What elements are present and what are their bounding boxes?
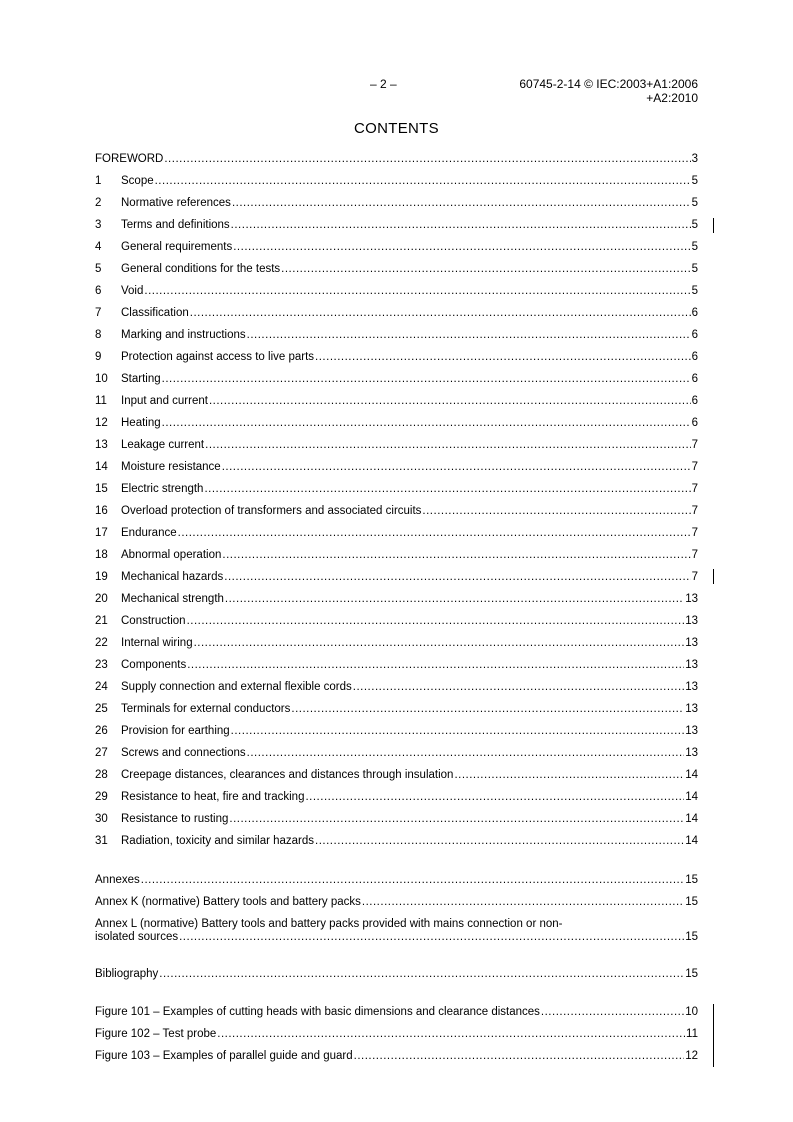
leader-dots [232, 192, 691, 214]
toc-entry-number: 25 [95, 703, 108, 715]
leader-dots [353, 676, 684, 698]
toc-entry[interactable] [95, 500, 698, 522]
toc-entry-number: 27 [95, 747, 108, 759]
figure-list [95, 1001, 698, 1067]
toc-entry-page: 6 [691, 307, 698, 319]
toc-entry-page: 14 [685, 813, 698, 825]
toc-entry-label: Marking and instructions [121, 329, 246, 341]
toc-entry-page: 15 [685, 896, 698, 908]
leader-dots [222, 544, 690, 566]
leader-dots [247, 324, 691, 346]
toc-entry-number: 13 [95, 439, 108, 451]
toc-entry-label: Overload protection of transformers and associated circuits [121, 505, 422, 517]
toc-entry-page: 11 [686, 1028, 698, 1040]
toc-entry-page: 6 [691, 329, 698, 341]
toc-entry[interactable] [95, 698, 698, 720]
leader-dots [281, 258, 690, 280]
toc-entry[interactable] [95, 346, 698, 368]
toc-entry-label: Creepage distances, clearances and distances through insulation [121, 769, 454, 781]
toc-entry-page: 7 [691, 549, 698, 561]
toc-clauses [95, 148, 698, 852]
toc-entry[interactable] [95, 522, 698, 544]
toc-entry-number: 14 [95, 461, 108, 473]
toc-entry[interactable] [95, 214, 698, 236]
leader-dots [315, 830, 684, 852]
toc-entry-number: 18 [95, 549, 108, 561]
toc-entry-label: Endurance [121, 527, 177, 539]
toc-entry[interactable] [95, 654, 698, 676]
toc-entry[interactable] [95, 764, 698, 786]
toc-entry-label: Starting [121, 373, 161, 385]
leader-dots [205, 434, 690, 456]
toc-entry-label: Resistance to rusting [121, 813, 229, 825]
toc-entry-label: Mechanical strength [121, 593, 224, 605]
toc-entry-label: Input and current [121, 395, 208, 407]
toc-entry-label: Figure 102 – Test probe [95, 1028, 217, 1040]
toc-entry-label: Provision for earthing [121, 725, 230, 737]
toc-entry-label: Figure 103 – Examples of parallel guide and guard [95, 1050, 353, 1062]
toc-entry-number: 28 [95, 769, 108, 781]
toc-entry-number: 5 [95, 263, 102, 275]
toc-entry-label: Internal wiring [121, 637, 193, 649]
leader-dots [541, 1001, 684, 1023]
toc-entry-number: 20 [95, 593, 108, 605]
leader-dots [159, 963, 684, 985]
leader-dots [222, 456, 691, 478]
toc-entry-page: 5 [691, 285, 698, 297]
toc-entry[interactable] [95, 720, 698, 742]
standard-reference [519, 77, 698, 105]
leader-dots [305, 786, 684, 808]
toc-entry[interactable] [95, 808, 698, 830]
leader-dots [454, 764, 684, 786]
toc-entry-label: FOREWORD [95, 153, 164, 165]
toc-entry-page: 13 [685, 747, 698, 759]
toc-entry[interactable] [95, 324, 698, 346]
toc-entry-page: 6 [691, 417, 698, 429]
toc-entry-page: 13 [685, 681, 698, 693]
toc-entry-label: Annexes [95, 874, 140, 886]
leader-dots [141, 869, 684, 891]
toc-entry-number: 17 [95, 527, 108, 539]
standard-reference-line1: 60745-2-14 © IEC:2003+A1:2006 [519, 77, 698, 91]
toc-entry[interactable] [95, 258, 698, 280]
toc-entry-label: Supply connection and external flexible cords [121, 681, 352, 693]
toc-entry-page: 13 [685, 703, 698, 715]
toc-entry-page: 7 [691, 461, 698, 473]
toc-entry-page: 5 [691, 219, 698, 231]
toc-entry-label: Annex K (normative) Battery tools and battery packs [95, 896, 361, 908]
toc-entry-label: General requirements [121, 241, 233, 253]
toc-entry-label: Protection against access to live parts [121, 351, 315, 363]
toc-bibliography [95, 963, 698, 985]
toc-entry[interactable] [95, 830, 698, 852]
toc-entry-label: Classification [121, 307, 189, 319]
leader-dots [229, 808, 684, 830]
toc-entry-number: 10 [95, 373, 108, 385]
toc-entry[interactable] [95, 412, 698, 434]
leader-dots [231, 214, 691, 236]
contents-title: CONTENTS [354, 120, 439, 137]
toc-entry-label: Electric strength [121, 483, 204, 495]
leader-dots [231, 720, 685, 742]
toc-entry[interactable] [95, 786, 698, 808]
toc-entry-page: 7 [691, 571, 698, 583]
leader-dots [164, 148, 690, 170]
toc-entry-page: 12 [685, 1050, 698, 1062]
toc-entry-page: 13 [685, 615, 698, 627]
leader-dots [187, 654, 684, 676]
toc-entry-label: Construction [121, 615, 186, 627]
toc-entry-page: 13 [685, 593, 698, 605]
leader-dots [315, 346, 691, 368]
toc-entry[interactable] [95, 588, 698, 610]
toc-entry-label: Figure 101 – Examples of cutting heads with basic dimensions and clearance distances [95, 1006, 540, 1018]
toc-entry-annexes[interactable] [95, 869, 698, 891]
toc-entry-label: Heating [121, 417, 161, 429]
toc-entry[interactable] [95, 610, 698, 632]
toc-entry[interactable] [95, 192, 698, 214]
toc-entry-number: 16 [95, 505, 108, 517]
toc-entry[interactable] [95, 742, 698, 764]
toc-entry-number: 30 [95, 813, 108, 825]
toc-entry[interactable] [95, 1023, 698, 1045]
leader-dots [225, 588, 684, 610]
leader-dots [178, 522, 691, 544]
toc-annexes [95, 869, 698, 944]
toc-entry-annex-k[interactable] [95, 891, 698, 913]
leader-dots [204, 478, 690, 500]
toc-entry[interactable] [95, 302, 698, 324]
toc-entry-page: 7 [691, 483, 698, 495]
toc-entry[interactable] [95, 676, 698, 698]
toc-entry-page: 5 [691, 263, 698, 275]
toc-entry-number: 19 [95, 571, 108, 583]
toc-entry[interactable] [95, 544, 698, 566]
toc-entry-number: 7 [95, 307, 102, 319]
toc-entry-label-line2: isolated sources [95, 931, 179, 943]
toc-entry-page: 15 [685, 931, 698, 943]
toc-entry-label: Normative references [121, 197, 231, 209]
toc-entry-page: 14 [685, 791, 698, 803]
toc-entry[interactable] [95, 632, 698, 654]
toc-entry-number: 4 [95, 241, 102, 253]
toc-entry[interactable] [95, 170, 698, 192]
leader-dots [179, 931, 684, 944]
toc-entry-label: Resistance to heat, fire and tracking [121, 791, 305, 803]
toc-entry-number: 11 [95, 395, 107, 407]
leader-dots [422, 500, 690, 522]
change-bar [713, 569, 714, 584]
toc-entry-label: Components [121, 659, 187, 671]
toc-entry-number: 9 [95, 351, 102, 363]
leader-dots [155, 170, 691, 192]
toc-entry-number: 15 [95, 483, 108, 495]
toc-entry-number: 21 [95, 615, 108, 627]
toc-entry-page: 5 [691, 197, 698, 209]
standard-reference-line2: +A2:2010 [646, 91, 698, 105]
leader-dots [194, 632, 685, 654]
change-bar [713, 1004, 714, 1067]
leader-dots [217, 1023, 685, 1045]
toc-entry-number: 22 [95, 637, 108, 649]
toc-entry-number: 29 [95, 791, 108, 803]
toc-entry-annex-l[interactable] [95, 918, 698, 944]
change-bar [713, 218, 714, 233]
toc-entry-page: 5 [691, 241, 698, 253]
toc-entry-page: 6 [691, 351, 698, 363]
toc-entry-label: Abnormal operation [121, 549, 222, 561]
leader-dots [233, 236, 690, 258]
toc-entry[interactable] [95, 368, 698, 390]
toc-entry-page: 13 [685, 637, 698, 649]
toc-entry[interactable] [95, 478, 698, 500]
toc-entry-number: 1 [95, 175, 102, 187]
toc-entry-label: Leakage current [121, 439, 205, 451]
toc-entry[interactable] [95, 390, 698, 412]
toc-entry-number: 31 [95, 835, 108, 847]
toc-entry-number: 23 [95, 659, 108, 671]
leader-dots [291, 698, 684, 720]
toc-entry-label: Radiation, toxicity and similar hazards [121, 835, 315, 847]
toc-entry-page: 14 [685, 835, 698, 847]
toc-entry-label: Terms and definitions [121, 219, 230, 231]
toc-entry-label: Bibliography [95, 968, 159, 980]
leader-dots [362, 891, 684, 913]
clause-list [95, 170, 698, 852]
leader-dots [144, 280, 690, 302]
toc-entry-page: 13 [685, 659, 698, 671]
toc-entry-page: 15 [685, 968, 698, 980]
leader-dots [209, 390, 691, 412]
toc-entry-page: 3 [691, 153, 698, 165]
toc-entry-page: 10 [685, 1006, 698, 1018]
toc-entry-page: 7 [691, 527, 698, 539]
leader-dots [354, 1045, 685, 1067]
toc-entry-number: 8 [95, 329, 102, 341]
toc-entry-number: 2 [95, 197, 102, 209]
toc-entry-page: 7 [691, 439, 698, 451]
leader-dots [187, 610, 685, 632]
leader-dots [247, 742, 685, 764]
toc-entry-foreword[interactable] [95, 148, 698, 170]
toc-entry-label: General conditions for the tests [121, 263, 281, 275]
toc-entry-label: Scope [121, 175, 154, 187]
toc-entry-page: 14 [685, 769, 698, 781]
toc-entry-label: Moisture resistance [121, 461, 221, 473]
toc-figures [95, 1001, 698, 1067]
toc-entry-page: 13 [685, 725, 698, 737]
toc-entry-label: Mechanical hazards [121, 571, 224, 583]
toc-entry-page: 6 [691, 395, 698, 407]
toc-entry-label: Void [121, 285, 144, 297]
leader-dots [224, 566, 690, 588]
toc-entry[interactable] [95, 566, 698, 588]
toc-entry-bibliography[interactable] [95, 963, 698, 985]
toc-entry[interactable] [95, 236, 698, 258]
leader-dots [190, 302, 691, 324]
toc-entry-label: Screws and connections [121, 747, 246, 759]
toc-entry[interactable] [95, 280, 698, 302]
toc-entry-page: 5 [691, 175, 698, 187]
toc-entry-page: 7 [691, 505, 698, 517]
toc-entry-number: 26 [95, 725, 108, 737]
page-number: – 2 – [370, 77, 397, 91]
toc-entry-number: 6 [95, 285, 102, 297]
toc-entry-page: 6 [691, 373, 698, 385]
toc-entry[interactable] [95, 1001, 698, 1023]
toc-entry[interactable] [95, 1045, 698, 1067]
toc-entry-number: 12 [95, 417, 108, 429]
toc-entry-page: 15 [685, 874, 698, 886]
leader-dots [162, 412, 691, 434]
toc-entry-number: 3 [95, 219, 102, 231]
leader-dots [162, 368, 691, 390]
toc-entry-label-line1: Annex L (normative) Battery tools and battery packs provided with mains connection or non- [95, 918, 563, 930]
toc-entry[interactable] [95, 434, 698, 456]
toc-entry-number: 24 [95, 681, 108, 693]
toc-entry[interactable] [95, 456, 698, 478]
toc-entry-label: Terminals for external conductors [121, 703, 291, 715]
